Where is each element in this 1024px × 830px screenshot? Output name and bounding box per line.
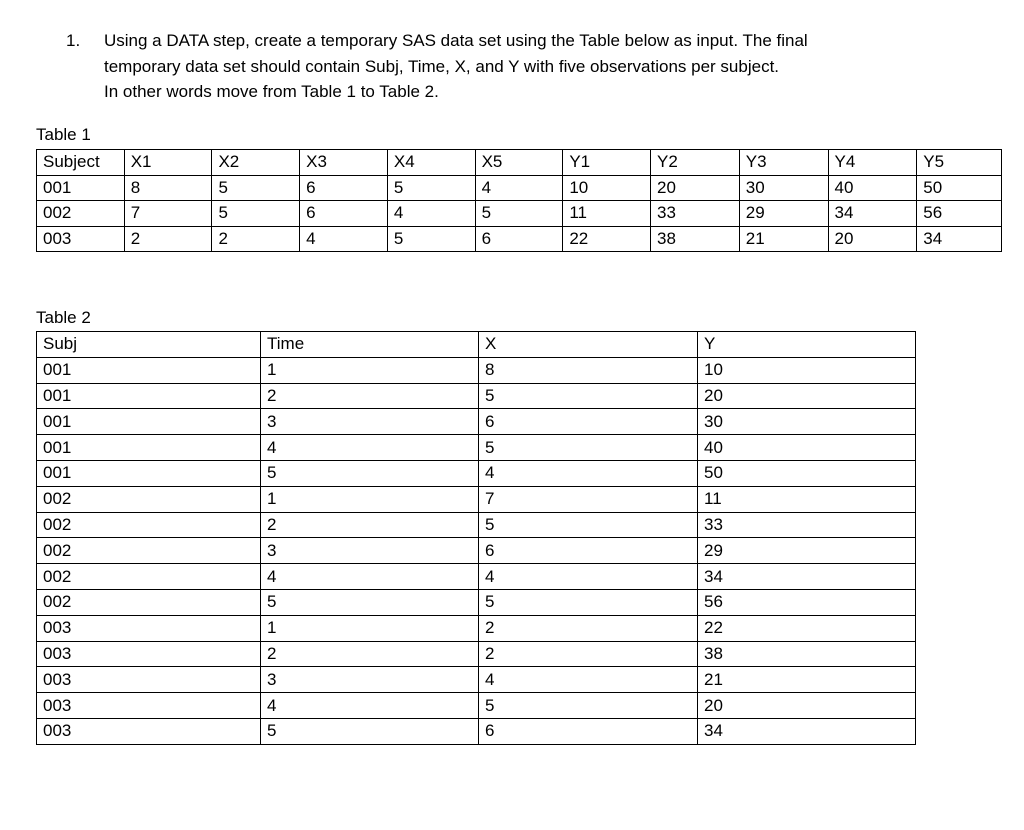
table-cell: 003 [37,226,125,252]
table-cell: 11 [563,201,651,227]
table-row [37,486,916,512]
column-header: Y1 [563,150,651,176]
table-cell: 1 [261,486,479,512]
column-header: X1 [124,150,212,176]
table-cell: 10 [698,357,916,383]
table-row [37,512,916,538]
column-header: X3 [300,150,388,176]
table-cell: 34 [828,201,917,227]
table1-body [37,150,1002,252]
table-cell: 5 [387,226,475,252]
table-cell: 40 [698,435,916,461]
table-cell: 8 [124,175,212,201]
table-cell: 5 [261,718,479,744]
table-cell: 22 [698,615,916,641]
column-header: Y2 [651,150,740,176]
table2-header-row [37,332,916,358]
table-cell: 5 [479,693,698,719]
table-cell: 4 [479,460,698,486]
table-cell: 3 [261,409,479,435]
table-cell: 003 [37,615,261,641]
table-cell: 20 [651,175,740,201]
table-cell: 20 [698,383,916,409]
column-header: Subj [37,332,261,358]
table-cell: 2 [479,641,698,667]
table-cell: 4 [387,201,475,227]
question-number: 1. [66,31,81,50]
table-cell: 8 [479,357,698,383]
question-line: In other words move from Table 1 to Table 2. [104,82,439,101]
table-cell: 002 [37,486,261,512]
table-row [37,357,916,383]
table-cell: 4 [261,564,479,590]
table-cell: 56 [917,201,1002,227]
table2-caption: Table 2 [36,308,91,327]
table-cell: 7 [124,201,212,227]
table-row [37,589,916,615]
table-cell: 5 [387,175,475,201]
table-row [37,667,916,693]
table-row [37,409,916,435]
table-cell: 001 [37,460,261,486]
column-header: X4 [387,150,475,176]
table-cell: 20 [698,693,916,719]
table1-header-row [37,150,1002,176]
table-cell: 001 [37,409,261,435]
table-cell: 5 [479,589,698,615]
table-cell: 10 [563,175,651,201]
column-header: X2 [212,150,300,176]
column-header: Time [261,332,479,358]
table-cell: 001 [37,357,261,383]
table-cell: 1 [261,357,479,383]
column-header: Y5 [917,150,1002,176]
table-cell: 33 [698,512,916,538]
table-cell: 30 [739,175,828,201]
table-cell: 6 [479,538,698,564]
table1 [36,149,1002,252]
table1-caption: Table 1 [36,125,91,144]
table-row [37,383,916,409]
table-cell: 4 [261,693,479,719]
table-cell: 4 [479,667,698,693]
table-cell: 5 [475,201,563,227]
table-cell: 2 [261,383,479,409]
table-cell: 2 [261,641,479,667]
question-block [66,28,966,105]
table2-body [37,332,916,745]
table-cell: 4 [475,175,563,201]
table-cell: 4 [300,226,388,252]
table-cell: 002 [37,564,261,590]
table-cell: 2 [261,512,479,538]
table-cell: 11 [698,486,916,512]
column-header: Y3 [739,150,828,176]
table-cell: 33 [651,201,740,227]
table-cell: 22 [563,226,651,252]
table-cell: 5 [479,383,698,409]
table-cell: 38 [698,641,916,667]
table-cell: 2 [479,615,698,641]
table-cell: 6 [479,409,698,435]
table-cell: 7 [479,486,698,512]
table-row [37,615,916,641]
table-cell: 29 [698,538,916,564]
table-row [37,693,916,719]
table-cell: 30 [698,409,916,435]
table-cell: 001 [37,435,261,461]
table-cell: 4 [479,564,698,590]
table-cell: 5 [212,175,300,201]
column-header: X5 [475,150,563,176]
table-cell: 6 [300,175,388,201]
column-header: Subject [37,150,125,176]
table-cell: 002 [37,589,261,615]
table-cell: 29 [739,201,828,227]
table-cell: 002 [37,538,261,564]
table-cell: 34 [698,718,916,744]
table-cell: 001 [37,383,261,409]
table-row [37,435,916,461]
question-line: temporary data set should contain Subj, Time, X, and Y with five observations per subject. [104,56,780,76]
question-line: Using a DATA step, create a temporary SAS data set using the Table below as input. The final [104,31,808,50]
table-cell: 50 [917,175,1002,201]
table-cell: 21 [698,667,916,693]
table-cell: 2 [124,226,212,252]
column-header: Y [698,332,916,358]
table-cell: 50 [698,460,916,486]
table-cell: 4 [261,435,479,461]
column-header: Y4 [828,150,917,176]
table-cell: 34 [917,226,1002,252]
table-row [37,175,1002,201]
table-row [37,641,916,667]
table-cell: 002 [37,201,125,227]
table-cell: 5 [212,201,300,227]
table-cell: 5 [261,589,479,615]
table-row [37,226,1002,252]
table-cell: 1 [261,615,479,641]
table-cell: 002 [37,512,261,538]
table-cell: 56 [698,589,916,615]
table-cell: 003 [37,693,261,719]
table-row [37,201,1002,227]
table-cell: 3 [261,667,479,693]
table-cell: 6 [300,201,388,227]
table-cell: 6 [475,226,563,252]
table-cell: 21 [739,226,828,252]
table-cell: 5 [479,512,698,538]
table-row [37,460,916,486]
column-header: X [479,332,698,358]
table-row [37,564,916,590]
table-row [37,538,916,564]
table-cell: 2 [212,226,300,252]
table-cell: 40 [828,175,917,201]
table-cell: 20 [828,226,917,252]
question-text [104,28,966,105]
table-cell: 3 [261,538,479,564]
table-cell: 003 [37,667,261,693]
table-cell: 6 [479,718,698,744]
table-row [37,718,916,744]
table-cell: 34 [698,564,916,590]
table-cell: 5 [261,460,479,486]
table-cell: 003 [37,641,261,667]
table-cell: 38 [651,226,740,252]
table-cell: 001 [37,175,125,201]
table2 [36,331,916,745]
table-cell: 5 [479,435,698,461]
table-cell: 003 [37,718,261,744]
